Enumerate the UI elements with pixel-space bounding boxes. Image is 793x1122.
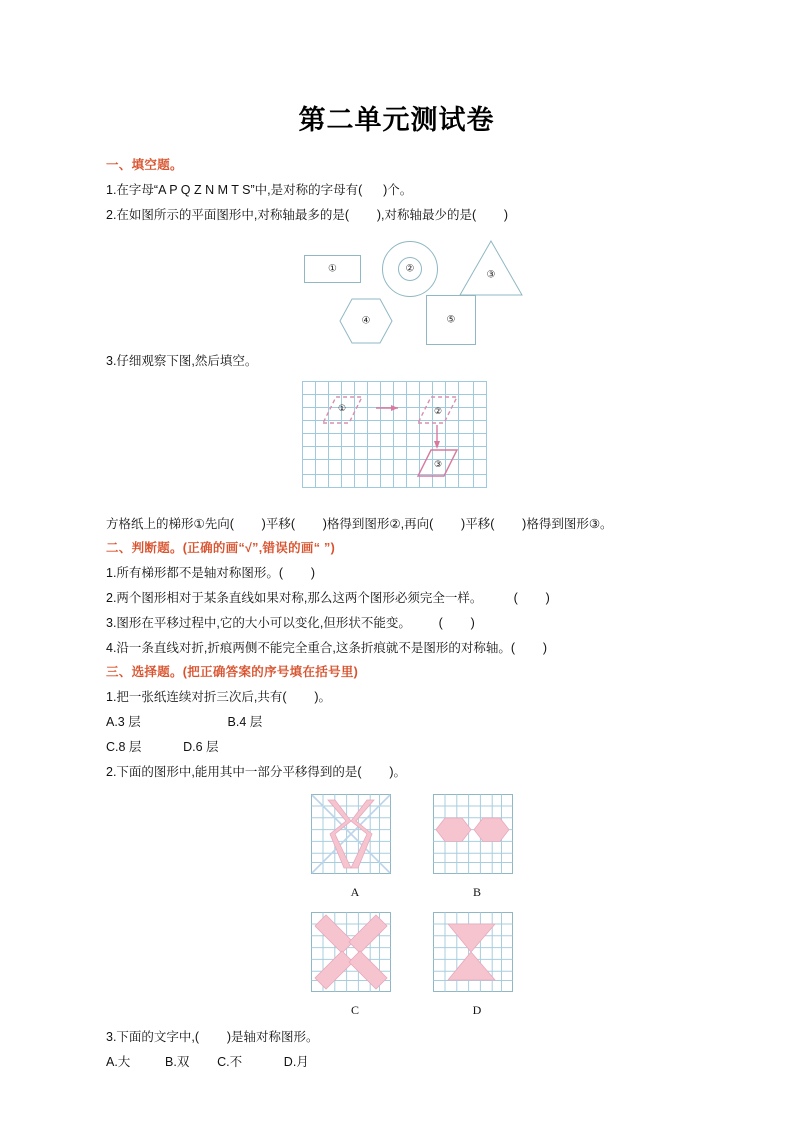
plane-shapes-figure <box>106 233 726 348</box>
shape-circle-label: ② <box>405 263 415 275</box>
choice-b-caption: B <box>472 885 481 899</box>
question-3-3-options: A.大 B.双 C.不 D.月 <box>106 1055 309 1069</box>
section-heading-multiple-choice: 三、选择题。(把正确答案的序号填在括号里) <box>106 665 359 679</box>
choice-d-caption: D <box>472 1003 482 1017</box>
question-2-1: 1.所有梯形都不是轴对称图形。( ) <box>106 566 316 580</box>
trapezoid-3-label: ③ <box>433 460 443 470</box>
choice-b-svg <box>429 790 517 878</box>
trapezoid-1-label: ① <box>337 404 347 414</box>
question-1-4-blank-sentence: 方格纸上的梯形①先向( )平移( )格得到图形②,再向( )平移( )格得到图形③。 <box>106 517 613 531</box>
shape-triangle-svg <box>458 239 524 297</box>
worksheet-content <box>106 155 726 1076</box>
shape-square <box>426 295 476 345</box>
question-3-1: 1.把一张纸连续对折三次后,共有( )。 <box>106 690 332 704</box>
choice-figure-b <box>429 790 525 900</box>
shape-rectangle <box>304 255 361 283</box>
choice-row-bottom <box>106 908 726 1018</box>
choice-figure-a <box>307 790 403 900</box>
question-3-1-options-cd: C.8 层 D.6 层 <box>106 740 219 754</box>
page-title: 第二单元测试卷 <box>298 105 495 135</box>
question-2-3: 3.图形在平移过程中,它的大小可以变化,但形状不能变。 ( ) <box>106 616 475 630</box>
question-1-2: 2.在如图所示的平面图形中,对称轴最多的是( ),对称轴最少的是( ) <box>106 208 509 222</box>
choice-d-svg <box>429 908 517 996</box>
section-heading-true-false: 二、判断题。(正确的画“√”,错误的画“ ”) <box>106 541 336 555</box>
section-heading-fill-in-blank: 一、填空题。 <box>106 158 183 172</box>
question-1-1: 1.在字母“A P Q Z N M T S”中,是对称的字母有( )个。 <box>106 183 413 197</box>
trapezoid-2-label: ② <box>433 407 443 417</box>
shape-hexagon-label: ④ <box>361 315 371 327</box>
question-2-4: 4.沿一条直线对折,折痕两侧不能完全重合,这条折痕就不是图形的对称轴。( ) <box>106 641 547 655</box>
choice-a-svg <box>307 790 395 878</box>
trapezoid-grid-svg <box>298 377 491 495</box>
shape-square-label: ⑤ <box>446 314 456 326</box>
trapezoid-translation-figure <box>106 377 726 507</box>
question-2-2: 2.两个图形相对于某条直线如果对称,那么这两个图形必须完全一样。 ( ) <box>106 591 550 605</box>
choice-a-caption: A <box>350 885 360 899</box>
shape-triangle <box>458 239 524 297</box>
shape-circle <box>382 241 438 297</box>
arrow-down <box>434 425 440 449</box>
question-3-1-options-ab: A.3 层 B.4 层 <box>106 715 263 729</box>
choice-row-top <box>106 790 726 900</box>
shape-hexagon <box>338 297 394 345</box>
shape-triangle-label: ③ <box>486 269 496 281</box>
choice-figure-c <box>307 908 403 1018</box>
trapezoid-grid-wrap <box>298 377 491 500</box>
arrow-right <box>376 405 398 411</box>
shape-rectangle-label: ① <box>328 263 337 275</box>
question-3-2: 2.下面的图形中,能用其中一部分平移得到的是( )。 <box>106 765 407 779</box>
question-3-3: 3.下面的文字中,( )是轴对称图形。 <box>106 1030 319 1044</box>
choice-c-svg <box>307 908 395 996</box>
question-1-3: 3.仔细观察下图,然后填空。 <box>106 354 258 368</box>
choice-figures <box>106 790 726 1018</box>
choice-figure-d <box>429 908 525 1018</box>
choice-c-caption: C <box>350 1003 359 1017</box>
